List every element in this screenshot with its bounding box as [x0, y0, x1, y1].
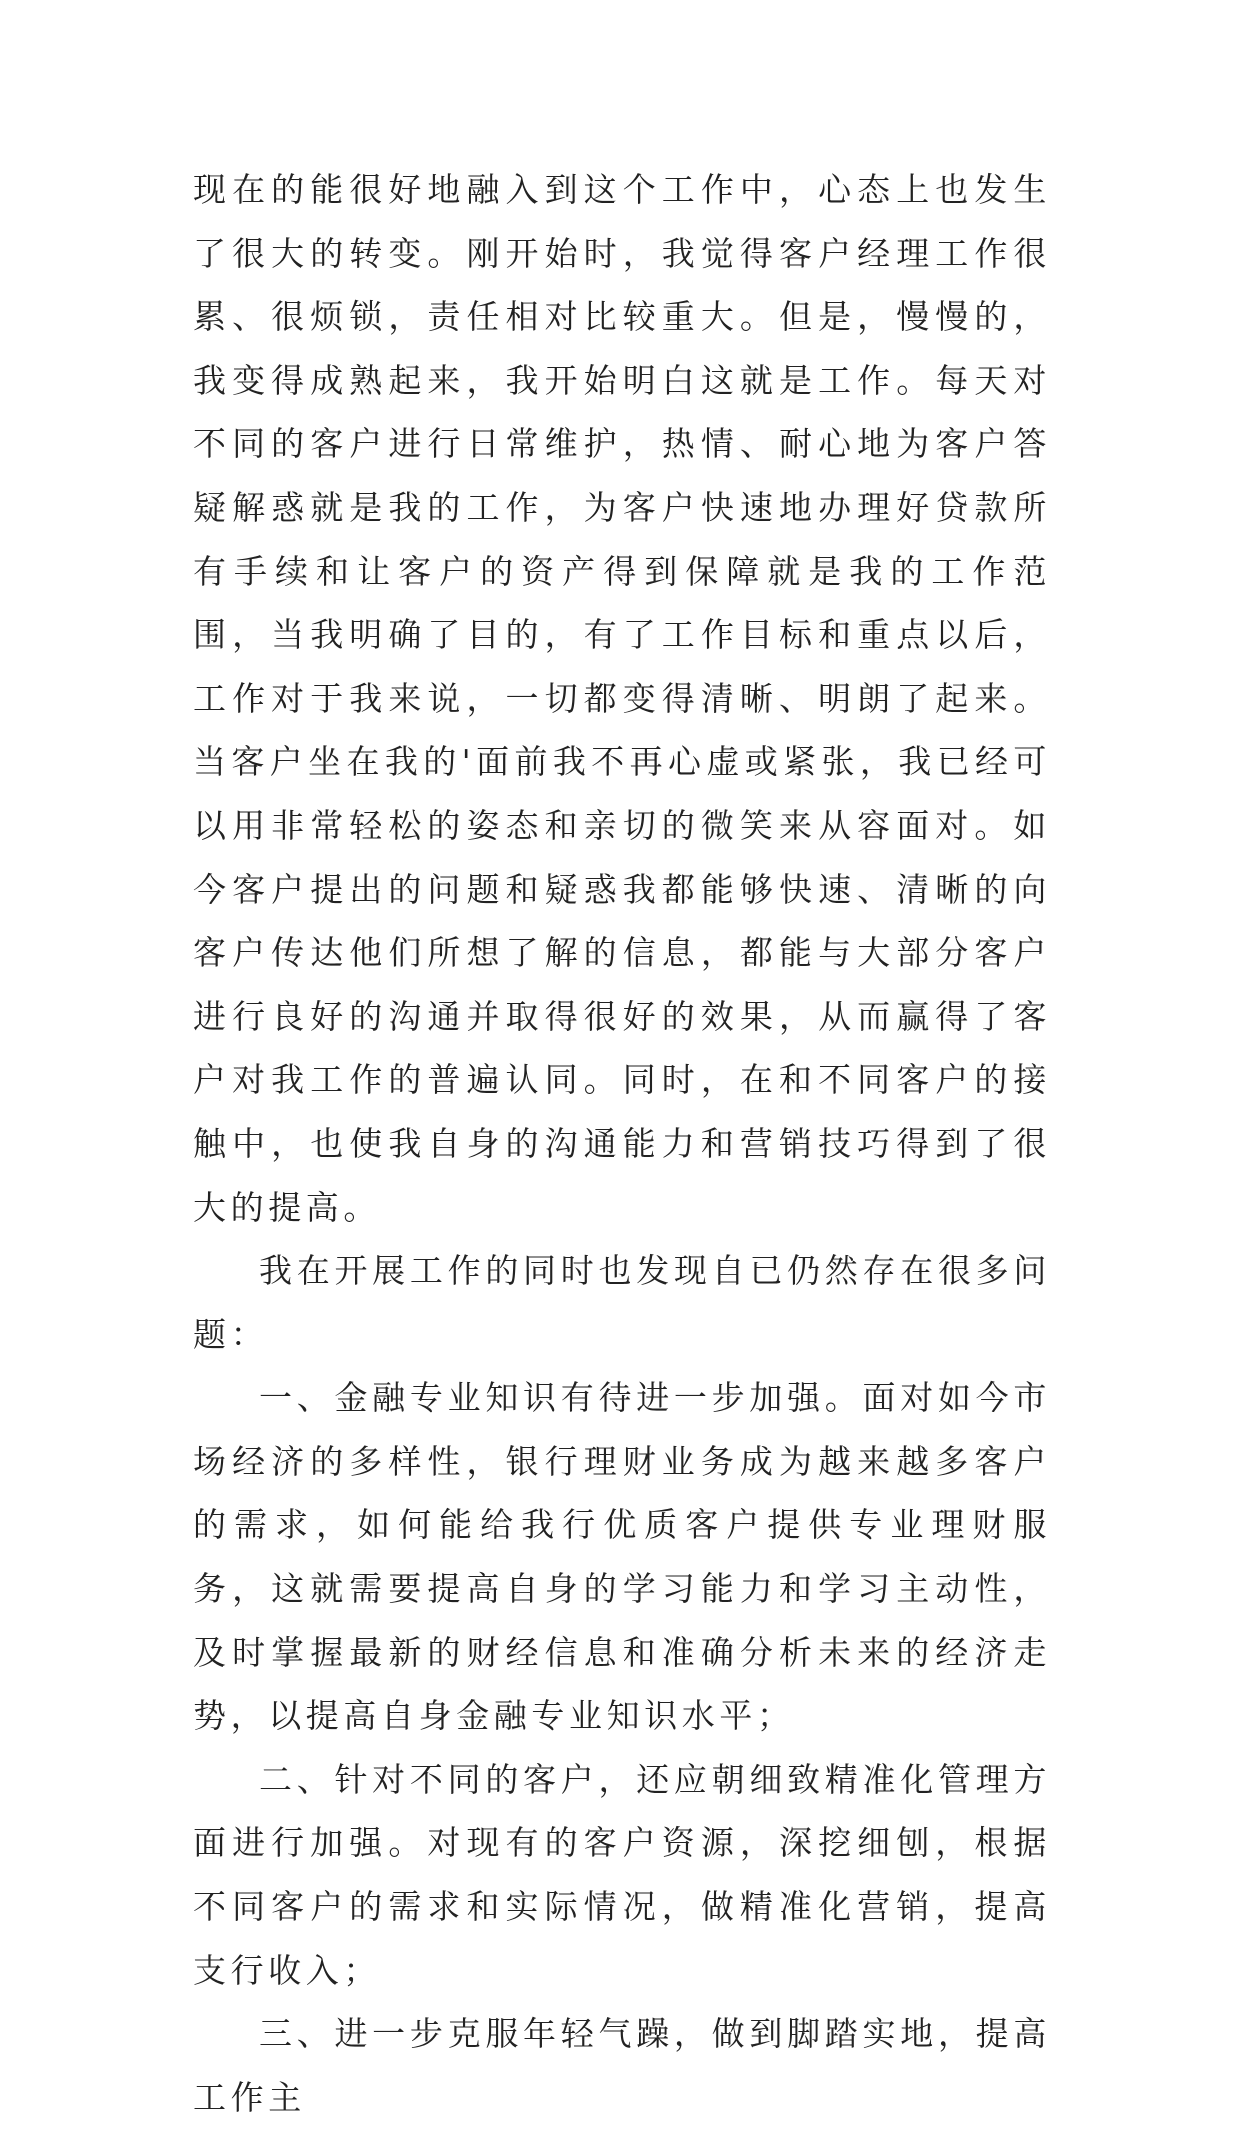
paragraph-5: 三、进一步克服年轻气躁，做到脚踏实地，提高工作主: [193, 2014, 1051, 2117]
document-body: [193, 158, 1051, 2129]
paragraph-4: 二、针对不同的客户，还应朝细致精准化管理方面进行加强。对现有的客户资源，深挖细刨，根据不同客户的需求和实际情况，做精准化营销，提高支行收入；: [193, 1759, 1051, 1990]
paragraph-3: 一、金融专业知识有待进一步加强。面对如今市场经济的多样性，银行理财业务成为越来越多客户的需求，如何能给我行优质客户提供专业理财服务，这就需要提高自身的学习能力和学习主动性，及时掌握最新的财经信息和准确分析未来的经济走势，以提高自身金融专业知识水平；: [193, 1378, 1051, 1736]
paragraph-2: 我在开展工作的同时也发现自已仍然存在很多问题：: [193, 1251, 1051, 1354]
paragraph-1: 现在的能很好地融入到这个工作中，心态上也发生了很大的转变。刚开始时，我觉得客户经理工作很累、很烦锁，责任相对比较重大。但是，慢慢的，我变得成熟起来，我开始明白这就是工作。每天对不同的客户进行日常维护，热情、耐心地为客户答疑解惑就是我的工作，为客户快速地办理好贷款所有手续和让客户的资产得到保障就是我的工作范围，当我明确了目的，有了工作目标和重点以后，工作对于我来说，一切都变得清晰、明朗了起来。当客户坐在我的'面前我不再心虚或紧张，我已经可以用非常轻松的姿态和亲切的微笑来从容面对。如今客户提出的问题和疑惑我都能够快速、清晰的向客户传达他们所想了解的信息，都能与大部分客户进行良好的沟通并取得很好的效果，从而赢得了客户对我工作的普遍认同。同时，在和不同客户的接触中，也使我自身的沟通能力和营销技巧得到了很大的提高。: [193, 170, 1051, 1227]
